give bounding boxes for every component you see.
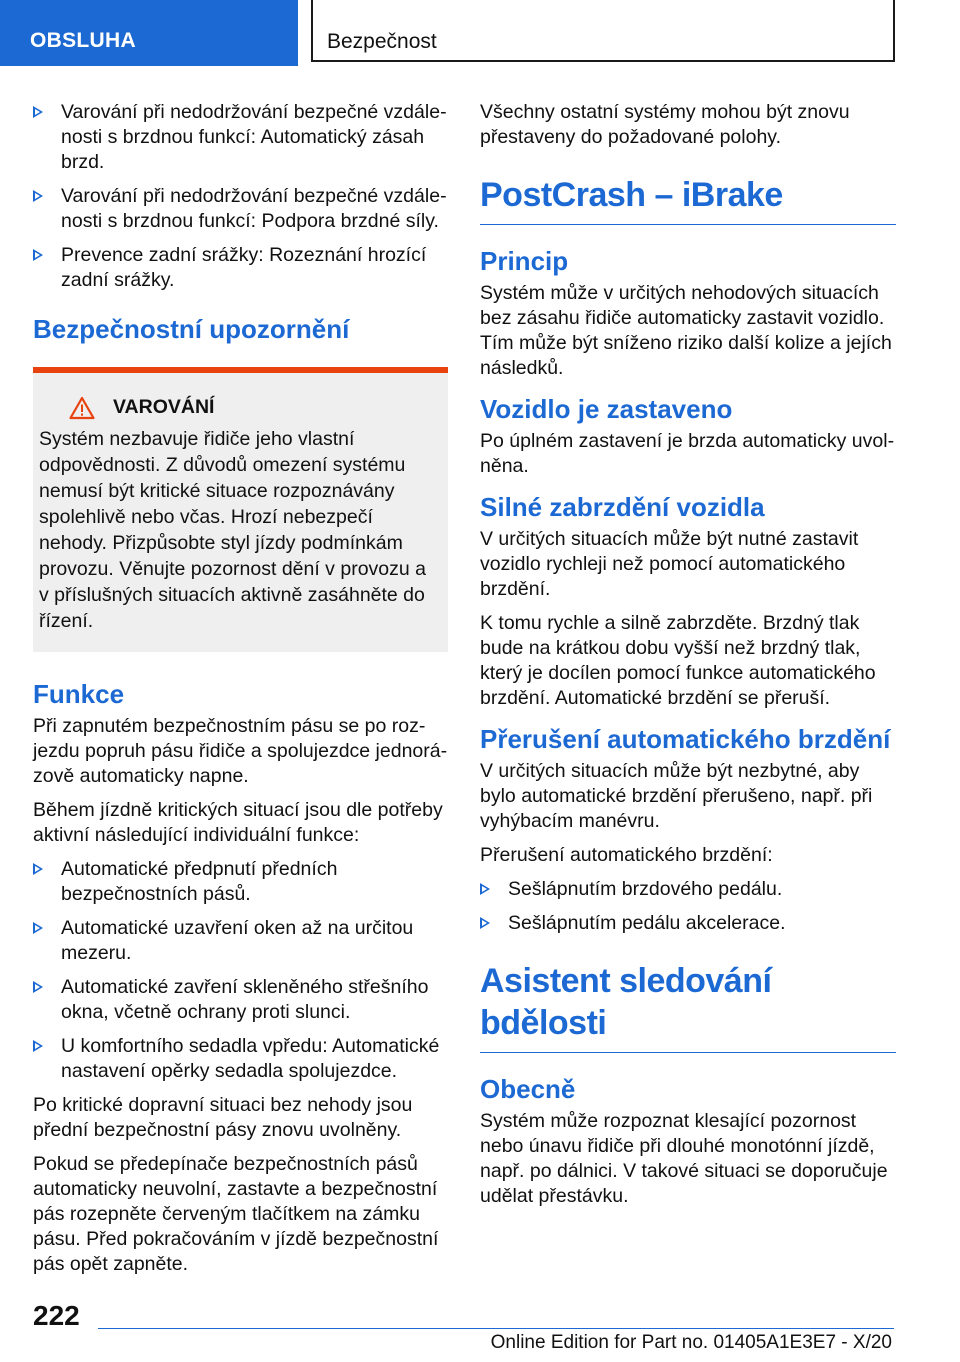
warning-title: VAROVÁNÍ: [113, 396, 215, 418]
princip-text: Systém může v určitých nehodových situacích bez zásahu řidiče automaticky zastavit vozidlo. Tím může být sníženo riziko další kolize a jejích následků.: [480, 282, 892, 379]
asistent-heading: Asistent sledování bdělosti: [480, 960, 896, 1053]
funkce-heading: Funkce: [33, 679, 125, 709]
edition-text: Online Edition for Part no. 01405A1E3E7 - X/20: [490, 1332, 892, 1353]
intro-bullet-list: [33, 100, 448, 293]
obecne-heading: Obecně: [480, 1074, 576, 1104]
list-item: Varování při nedodržování bezpečné vzdálenosti s brzdnou funkcí: Podpora brzdné síly.: [33, 184, 448, 234]
zastaveno-heading: Vozidlo je zastaveno: [480, 394, 733, 424]
preruseni-heading: Přerušení automatického brzdění: [480, 724, 891, 754]
page-number: 222: [33, 1300, 80, 1331]
page-header: [0, 0, 960, 66]
preruseni-paragraph-2: Přerušení automatického brzdění:: [480, 844, 773, 866]
funkce-paragraph-4: Pokud se předepínače bezpečnostních pásů automaticky neuvolní, zastavte a bezpečnostní pás rozepněte červeným tlačítkem na zámku pásu. Před pokračováním v jízdě bezpečnostní pás opět zapněte.: [33, 1153, 439, 1275]
triangle-bullet-icon: [33, 106, 43, 118]
list-item: Varování při nedodržování bezpečné vzdálenosti s brzdnou funkcí: Automatický zásah brzd.: [33, 100, 448, 175]
funkce-paragraph-3: Po kritické dopravní situaci bez nehody jsou přední bezpečnostní pásy znovu uvolněny.: [33, 1094, 413, 1141]
list-item: Sešlápnutím pedálu akcelerace.: [480, 911, 896, 936]
list-item: U komfortního sedadla vpředu: Automatické nastavení opěrky sedadla spolujezdce.: [33, 1034, 448, 1084]
funkce-paragraph-2: Během jízdně kritických situací jsou dle potřeby aktivní následující individuální funkce:: [33, 799, 443, 846]
obecne-text: Systém může rozpoznat klesající pozornost nebo únavu řidiče při dlouhé monotónní jízdě, např. po dálnici. V takové situaci se doporučuje udělat přestávku.: [480, 1110, 888, 1207]
safety-heading: Bezpečnostní upozornění: [33, 314, 350, 344]
triangle-bullet-icon: [33, 1040, 43, 1052]
warning-triangle-icon: [69, 396, 95, 420]
silne-heading: Silné zabrzdění vozidla: [480, 492, 765, 522]
funkce-paragraph-1: Při zapnutém bezpečnostním pásu se po rozjezdu popruh pásu řidiče a spolujezdce jednorázově automaticky napne.: [33, 715, 448, 787]
warning-header: [39, 395, 438, 420]
list-item: Automatické uzavření oken až na určitou mezeru.: [33, 916, 448, 966]
triangle-bullet-icon: [33, 863, 43, 875]
preruseni-paragraph-1: V určitých situacích může být nezbytné, aby bylo automatické brzdění přerušeno, např. při vyhýbacím manévru.: [480, 760, 873, 832]
intro-paragraph: Všechny ostatní systémy mohou být znovu přestaveny do požadované polohy.: [480, 101, 850, 148]
zastaveno-text: Po úplném zastavení je brzda automaticky uvolněna.: [480, 430, 895, 477]
left-column: [33, 100, 448, 1286]
triangle-bullet-icon: [33, 981, 43, 993]
triangle-bullet-icon: [480, 917, 490, 929]
triangle-bullet-icon: [33, 249, 43, 261]
list-item: Automatické předpnutí předních bezpečnostních pásů.: [33, 857, 448, 907]
princip-heading: Princip: [480, 246, 569, 276]
preruseni-bullet-list: [480, 877, 896, 936]
topic-title: Bezpečnost: [311, 0, 895, 62]
triangle-bullet-icon: [480, 883, 490, 895]
section-tab: OBSLUHA: [0, 0, 298, 66]
triangle-bullet-icon: [33, 190, 43, 202]
footer-divider: [98, 1328, 894, 1329]
silne-paragraph-2: K tomu rychle a silně zabrzděte. Brzdný tlak bude na krátkou dobu vyšší než brzdný tlak, který je docílen pomocí funkce automatického brzdění. Automatické brzdění se přeruší.: [480, 612, 876, 709]
warning-box: [33, 367, 448, 652]
silne-paragraph-1: V určitých situacích může být nutné zastavit vozidlo rychleji než pomocí automatického brzdění.: [480, 528, 859, 600]
list-item: Prevence zadní srážky: Rozeznání hrozící zadní srážky.: [33, 243, 448, 293]
page-footer: [0, 1290, 960, 1362]
funkce-bullet-list: [33, 857, 448, 1084]
list-item: Sešlápnutím brzdového pedálu.: [480, 877, 896, 902]
triangle-bullet-icon: [33, 922, 43, 934]
right-column: [480, 100, 896, 1218]
postcrash-heading: PostCrash – iBrake: [480, 174, 896, 225]
list-item: Automatické zavření skleněného střešního okna, včetně ochrany proti slunci.: [33, 975, 448, 1025]
warning-text: Systém nezbavuje řidiče jeho vlastní odpovědnosti. Z důvodů omezení systému nemusí být kritické situace rozpoznávány spolehlivě nebo včas. Hrozí nebezpečí nehody. Přizpůsobte styl jízdy podmínkám provozu. Věnujte pozornost dění v provozu a v příslušných situacích aktivně zasáhněte do řízení.: [39, 428, 426, 632]
